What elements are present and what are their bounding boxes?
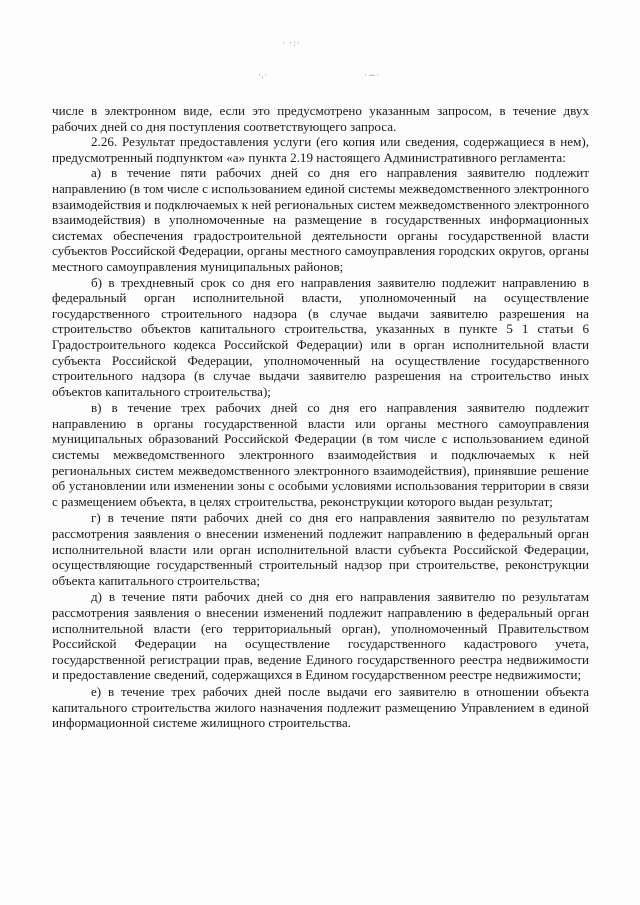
paragraph-item-v: в) в течение трех рабочих дней со дня его направления заявителю подлежит направлению в органы государственной власти или органы местного самоуправления муниципальных образований Российской Федерации (в том числе с использованием единой системы межведомственного электронного взаимодействия и подключаемых к ней региональных систем межведомственного электронного взаимодействия), принявшие решение об установлении или изменении зоны с особыми условиями использования территории в связи с размещением объекта, в целях строительства, реконструкции которого выдан результат;	[52, 400, 589, 509]
paragraph-item-g: г) в течение пяти рабочих дней со дня его направления заявителю по результатам рассмотрения заявления о внесении изменений подлежит направлению в федеральный орган исполнительной власти или орган исполнительной власти субъекта Российской Федерации, осуществляющие государственный строительный надзор при строительстве, реконструкции объекта капитального строительства;	[52, 510, 589, 588]
paragraph-item-a: а) в течение пяти рабочих дней со дня его направления заявителю подлежит направлению (в том числе с использованием единой системы межведомственного электронного взаимодействия и подключаемых к ней региональных систем межведомственного электронного взаимодействия) в уполномоченные на размещение в государственных информационных системах обеспечения градостроительной деятельности органы государственной власти субъектов Российской Федерации, органы местного самоуправления городских округов, органы местного самоуправления муниципальных районов;	[52, 165, 589, 274]
document-body	[52, 103, 589, 731]
scan-artifact: · ·:·	[282, 38, 301, 48]
paragraph-item-d: д) в течение пяти рабочих дней со дня его направления заявителю по результатам рассмотрения заявления о внесении изменений подлежит направлению в федеральный орган исполнительной власти (его территориальный орган), уполномоченный Правительством Российской Федерации на осуществление государственного кадастрового учета, государственной регистрации прав, ведение Единого государственного реестра недвижимости и предоставление сведений, содержащихся в Едином государственном реестре недвижимости;	[52, 589, 589, 683]
paragraph-item-b: б) в трехдневный срок со дня его направления заявителю подлежит направлению в федеральный орган исполнительной власти, уполномоченный на осуществление государственного строительного надзора (в случае выдачи заявителю разрешения на строительство объектов капитального строительства, указанных в пункте 5 1 статьи 6 Градостроительного кодекса Российской Федерации) или в орган исполнительной власти субъекта Российской Федерации, уполномоченный на осуществление государственного строительного надзора (в случае выдачи заявителю разрешения на строительство иных объектов капитального строительства);	[52, 274, 589, 399]
scan-artifact: ·ᵢ·	[258, 70, 269, 80]
scan-artifact: ·∼·	[364, 70, 381, 80]
paragraph-item-e: е) в течение трех рабочих дней после выдачи его заявителю в отношении объекта капитального строительства жилого назначения подлежит размещению Управлением в единой информационной системе жилищного строительства.	[52, 683, 589, 731]
paragraph-continuation: числе в электронном виде, если это предусмотрено указанным запросом, в течение двух рабочих дней со дня поступления соответствующего запроса.	[52, 103, 589, 134]
paragraph-2-26: 2.26. Результат предоставления услуги (его копия или сведения, содержащиеся в нем), предусмотренный подпунктом «а» пункта 2.19 настоящего Административного регламента:	[52, 134, 589, 165]
